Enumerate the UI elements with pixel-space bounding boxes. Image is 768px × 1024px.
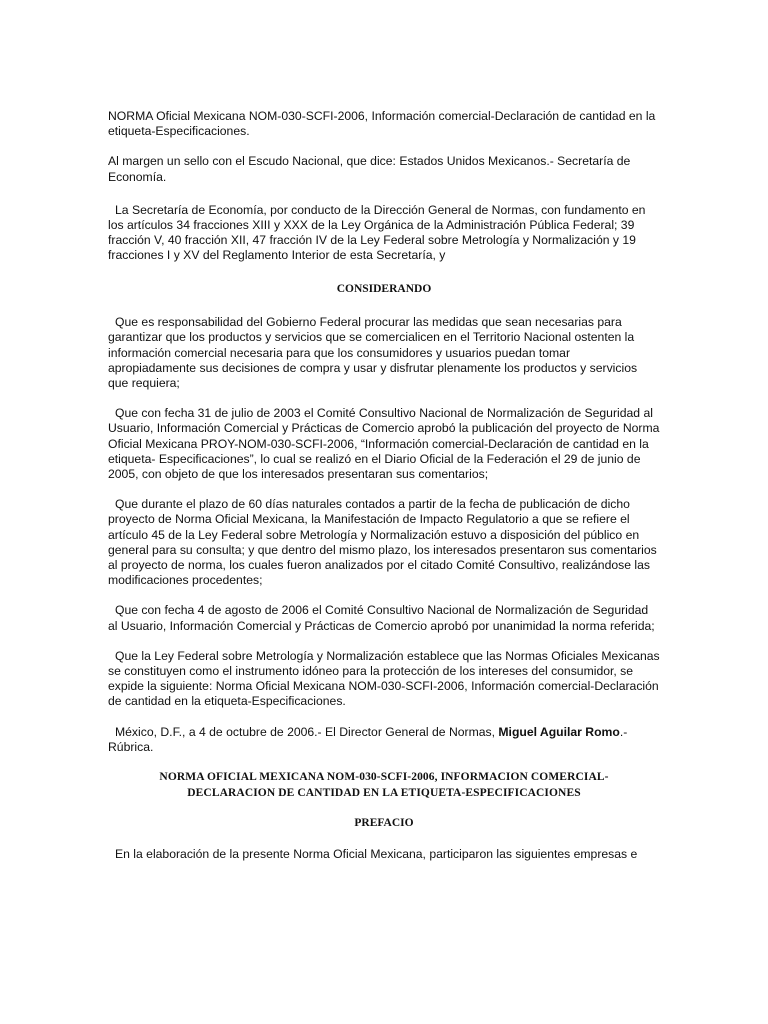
intro-title: NORMA Oficial Mexicana NOM-030-SCFI-2006, Información comercial-Declaración de cantidad en la etiqueta-Especificaciones. <box>108 109 656 139</box>
prefacio-heading: PREFACIO <box>354 817 414 829</box>
considerando-heading: CONSIDERANDO <box>336 282 432 295</box>
signature-name: Miguel Aguilar Romo <box>498 724 620 739</box>
considerando-paragraph-5: Que la Ley Federal sobre Metrología y Normalización establece que las Normas Oficiales Mexicanas se constituyen como el instrumento idóneo para la protección de los intereses del consumidor, se expide la siguiente: Norma Oficial Mexicana NOM-030-SCFI-2006, Información comercial-Declaración de cantidad en la etiqueta-Especificaciones. <box>108 648 660 709</box>
document-body <box>108 109 660 862</box>
signature-prefix: México, D.F., a 4 de octubre de 2006.- El Director General de Normas, <box>115 724 499 739</box>
norm-title <box>108 770 660 801</box>
considerando-paragraph-2: Que con fecha 31 de julio de 2003 el Comité Consultivo Nacional de Normalización de Seguridad al Usuario, Información Comercial y Prácticas de Comercio aprobó la publicación del proyecto de Norma Oficial Mexicana PROY-NOM-030-SCFI-2006, “Información comercial-Declaración de cantidad en la etiqueta- Especificaciones”, lo cual se realizó en el Diario Oficial de la Federación el 29 de junio de 2005, con objeto de que los interesados presentaran sus comentarios; <box>108 406 660 481</box>
considerando-paragraph-3: Que durante el plazo de 60 días naturales contados a partir de la fecha de publicación de dicho proyecto de Norma Oficial Mexicana, la Manifestación de Impacto Regulatorio a que se refiere el artículo 45 de la Ley Federal sobre Metrología y Normalización estuvo a disposición del público en general para su consulta; y que dentro del mismo plazo, los interesados presentaron sus comentarios al proyecto de norma, los cuales fueron analizados por el citado Comité Consultivo, realizándose las modificaciones procedentes; <box>108 497 657 588</box>
signature-paragraph <box>108 725 660 755</box>
norm-title-line-1: NORMA OFICIAL MEXICANA NOM-030-SCFI-2006, INFORMACION COMERCIAL- <box>159 771 609 783</box>
considerando-paragraph-1: Que es responsabilidad del Gobierno Federal procurar las medidas que sean necesarias para garantizar que los productos y servicios que se comercialicen en el Territorio Nacional ostenten la información comercial necesaria para que los consumidores y usuarios puedan tomar apropiadamente sus decisiones de compra y usar y disfrutar plenamente los productos y servicios que requiera; <box>108 315 638 390</box>
seal-note: Al margen un sello con el Escudo Nacional, que dice: Estados Unidos Mexicanos.- Secretaría de Economía. <box>108 154 631 184</box>
considerando-paragraph-4: Que con fecha 4 de agosto de 2006 el Comité Consultivo Nacional de Normalización de Seguridad al Usuario, Información Comercial y Prácticas de Comercio aprobó por unanimidad la norma referida; <box>108 603 655 633</box>
norm-title-line-2: DECLARACION DE CANTIDAD EN LA ETIQUETA-ESPECIFICACIONES <box>187 786 581 799</box>
prefacio-paragraph: En la elaboración de la presente Norma Oficial Mexicana, participaron las siguientes empresas e <box>115 846 638 861</box>
preamble-paragraph: La Secretaría de Economía, por conducto de la Dirección General de Normas, con fundamento en los artículos 34 fracciones XIII y XXX de la Ley Orgánica de la Administración Pública Federal; 39 fracción V, 40 fracción XII, 47 fracción IV de la Ley Federal sobre Metrología y Normalización y 19 fracciones I y XV del Reglamento Interior de esta Secretaría, y <box>108 202 646 263</box>
signature-suffix: .- Rúbrica. <box>108 724 628 754</box>
